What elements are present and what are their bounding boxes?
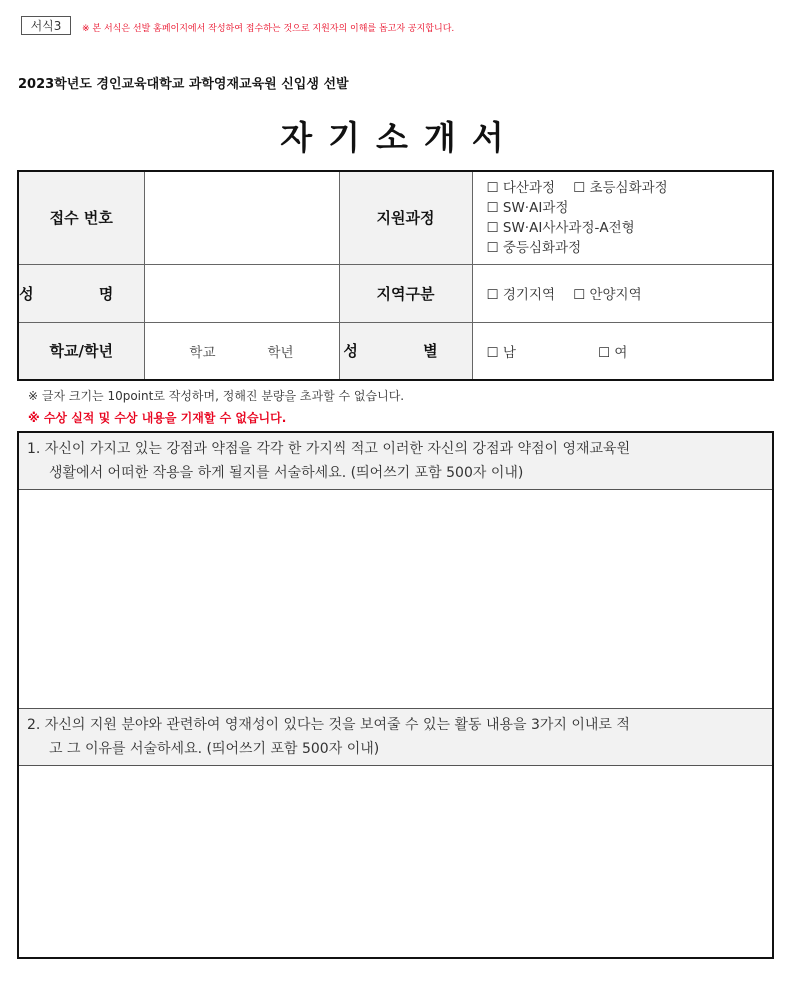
question-2-text-line2: 고 그 이유를 서술하세요. (띄어쓰기 포함 500자 이내) [49,741,380,757]
font-size-note: ※ 글자 크기는 10point로 작성하며, 정해진 분량을 초과할 수 없습니다. [28,389,405,403]
question-1-header [19,433,772,490]
receipt-number-label: 접수 번호 [18,171,144,264]
applicant-info-table [17,170,774,381]
school-unit-label: 학교 [189,344,216,361]
gender-label: 성 별 [339,322,472,380]
question-1-text-line2: 생활에서 어떠한 작용을 하게 될지를 서술하세요. (띄어쓰기 포함 500자 이내) [49,465,524,481]
answer-1-area[interactable] [19,490,772,708]
gender-option-female[interactable]: ☐ 여 [597,344,628,361]
page-subtitle: 2023학년도 경인교육대학교 과학영재교육원 신입생 선발 [18,77,349,92]
table-row [18,322,773,380]
gender-options [472,322,773,380]
region-options [472,264,773,322]
name-field[interactable] [144,264,339,322]
receipt-number-field[interactable] [144,171,339,264]
course-option-elementary-advanced[interactable]: ☐ 초등심화과정 [573,179,668,196]
notice-text: ※ 본 서식은 선발 홈페이지에서 작성하여 접수하는 것으로 지원자의 이해를 돕고자 공지합니다. [82,24,455,34]
name-label: 성 명 [18,264,144,322]
gender-option-male[interactable]: ☐ 남 [486,344,516,361]
essay-section [17,431,774,959]
question-1-text-line1: 1. 자신이 가지고 있는 강점과 약점을 각각 한 가지씩 적고 이러한 자신의 강점과 약점이 영재교육원 [27,441,631,457]
course-options [472,171,773,264]
award-restriction-note: ※ 수상 실적 및 수상 내용을 기재할 수 없습니다. [28,411,287,425]
course-option-dasan[interactable]: ☐ 다산과정 [486,179,556,196]
grade-unit-label: 학년 [267,344,294,361]
table-row [18,171,773,264]
school-grade-field[interactable] [144,322,339,380]
school-grade-label: 학교/학년 [18,322,144,380]
answer-2-area[interactable] [19,766,772,956]
question-2-text-line1: 2. 자신의 지원 분야와 관련하여 영재성이 있다는 것을 보여줄 수 있는 활동 내용을 3가지 이내로 적 [27,717,630,733]
page-title: 자기소개서 [280,118,520,157]
region-label: 지역구분 [339,264,472,322]
course-option-sw-ai-mentorship-a[interactable]: ☐ SW·AI사사과정-A전형 [486,219,635,236]
form-number-tag: 서식3 [21,16,71,35]
region-option-anyang[interactable]: ☐ 안양지역 [573,287,642,303]
question-2-header [19,708,772,766]
course-option-middle-advanced[interactable]: ☐ 중등심화과정 [486,239,582,256]
course-option-sw-ai[interactable]: ☐ SW·AI과정 [486,199,569,216]
course-label: 지원과정 [339,171,472,264]
region-option-gyeonggi[interactable]: ☐ 경기지역 [486,287,556,303]
table-row [18,264,773,322]
